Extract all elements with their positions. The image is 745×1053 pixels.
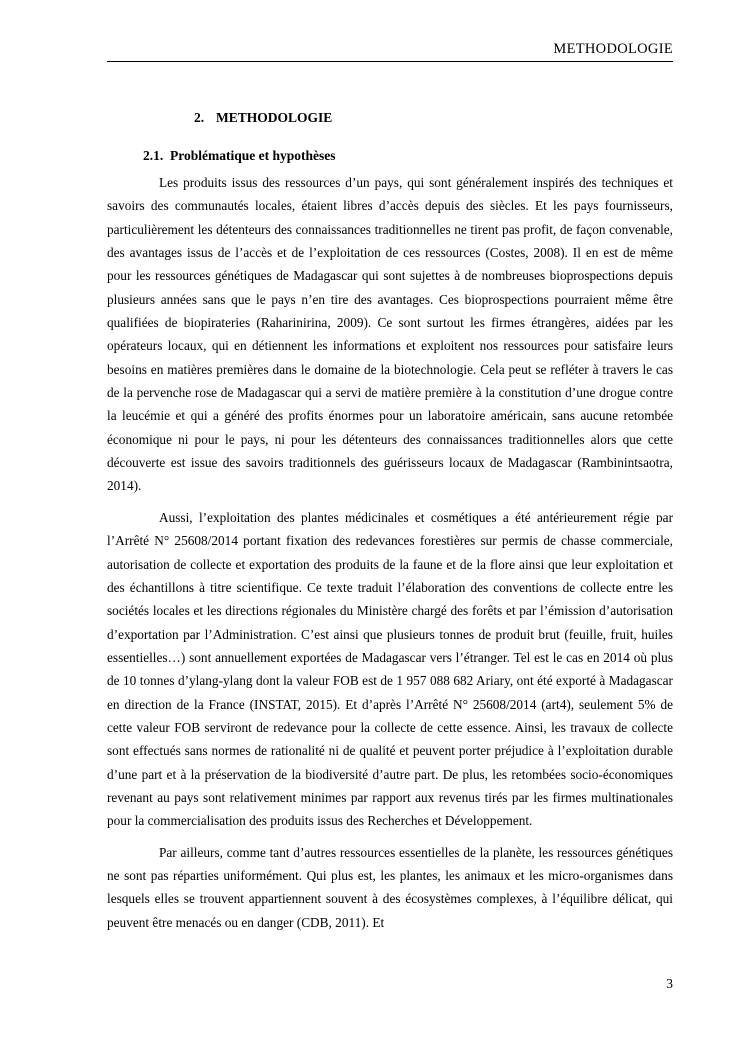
section-number: 2. <box>194 110 205 125</box>
paragraph-1: Les produits issus des ressources d’un pays, qui sont généralement inspirés des techniques et savoirs des communautés locales, étaient libres d’accès depuis des siècles. Et les pays fournisseurs, particulièrement les détenteurs des connaissances traditionnelles ne tirent pas profit, de façon convenable, des avantages issus de l’accès et de l’exploitation de ces ressources (Costes, 2008). Il en est de même pour les ressources génétiques de Madagascar qui sont sujettes à de nombreuses bioprospections depuis plusieurs années sans que le pays n’en tire des avantages. Ces bioprospections pourraient même être qualifiées de biopirateries (Raharinirina, 2009). Ce sont surtout les firmes étrangères, aidées par les opérateurs locaux, qui en détiennent les informations et exploitent nos ressources pour satisfaire leurs besoins en matières premières dans le domaine de la biotechnologie. Cela peut se refléter à travers le cas de la pervenche rose de Madagascar qui a servi de matière première à la constitution d’une drogue contre la leucémie et qui a généré des profits énormes pour un laboratoire américain, sans aucune retombée économique ni pour le pays, ni pour les détenteurs des connaissances traditionnelles alors que cette découverte est issue des savoirs traditionnels des guérisseurs locaux de Madagascar (Rambinintsaotra, 2014). <box>107 175 673 494</box>
page-number: 3 <box>666 976 673 991</box>
running-header: METHODOLOGIE <box>553 41 673 57</box>
paragraph-3: Par ailleurs, comme tant d’autres ressources essentielles de la planète, les ressources génétiques ne sont pas réparties uniformément. Qui plus est, les plantes, les animaux et les micro-organismes dans lesquels elles se trouvent appartiennent souvent à des écosystèmes complexes, à l’équilibre délicat, qui peuvent être menacés ou en danger (CDB, 2011). Et <box>107 844 673 930</box>
subsection-number: 2.1. <box>143 148 164 163</box>
paragraph-2: Aussi, l’exploitation des plantes médicinales et cosmétiques a été antérieurement régie par l’Arrêté N° 25608/2014 portant fixation des redevances forestières sur permis de chasse commerciale, autorisation de collecte et exportation des produits de la faune et de la flore ainsi que leur exploitation et des échantillons à titre scientifique. Ce texte traduit l’élaboration des conventions de collecte entre les sociétés locales et les directions régionales du Ministère chargé des forêts et par l’émission d’autorisation d’exportation par l’Administration. C’est ainsi que plusieurs tonnes de produit brut (feuille, fruit, huiles essentielles…) sont annuellement exportées de Madagascar vers l’étranger. Tel est le cas en 2014 où plus de 10 tonnes d’ylang-ylang dont la valeur FOB est de 1 957 088 682 Ariary, ont été exporté à Madagascar en direction de la France (INSTAT, 2015). Et d’après l’Arrêté N° 25608/2014 (art4), seulement 5% de cette valeur FOB serviront de redevance pour la collecte de cette essence. Ainsi, les travaux de collecte sont effectués sans normes de rationalité ni de qualité et peuvent porter préjudice à l’exploitation durable d’une part et à la préservation de la biodiversité d’autre part. De plus, les retombées socio-économiques revenant au pays sont relativement minimes par rapport aux revenus tirés par les firmes multinationales pour la commercialisation des produits issus des Recherches et Développement. <box>107 509 673 829</box>
header-rule <box>107 61 673 62</box>
subsection-title: Problématique et hypothèses <box>170 148 336 163</box>
section-heading <box>194 110 332 126</box>
section-title: METHODOLOGIE <box>216 110 333 125</box>
body-text <box>107 171 673 934</box>
subsection-heading <box>143 148 336 164</box>
